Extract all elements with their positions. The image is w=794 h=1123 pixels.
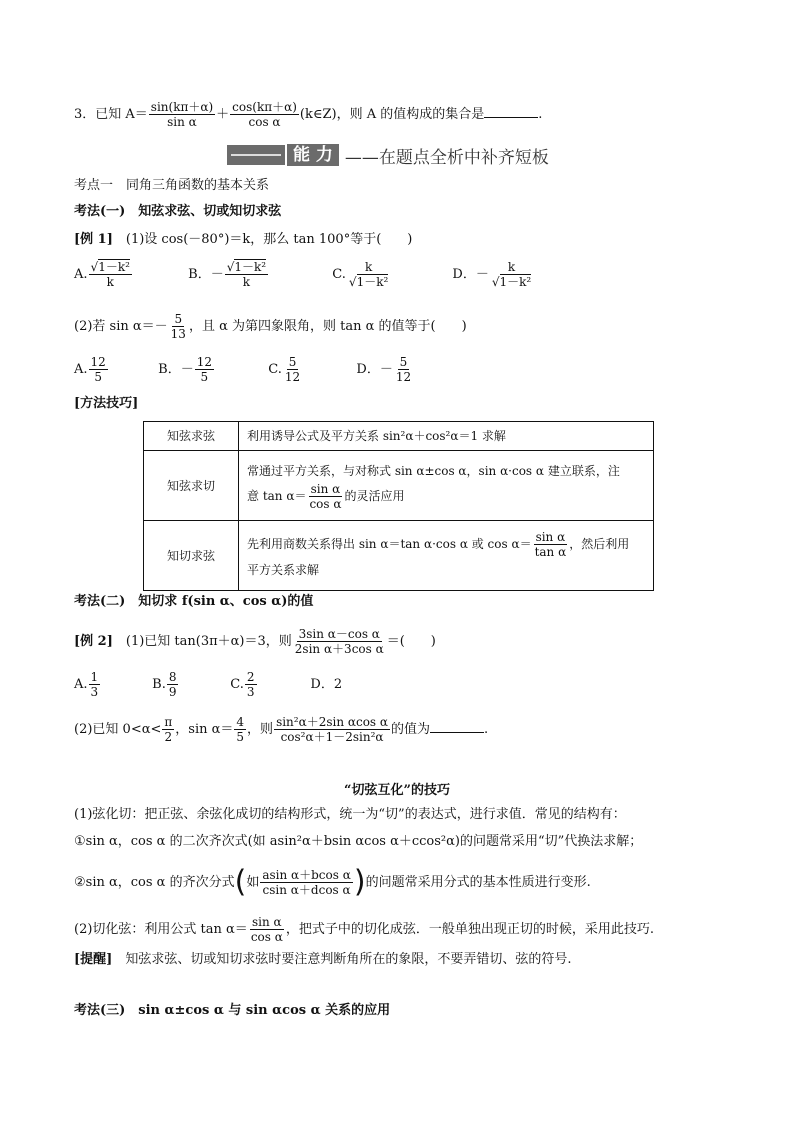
fraction: $\frac{\cos(k\pi+\alpha)}{\text{cos α}}$	[232, 100, 297, 129]
tip-2: (2)切化弦：利用公式 tan α＝ $\frac{\text{sin α}}{\text{cos α}}$ ，把式子中的切化成弦．一般单独出现正切的时候，采用此技巧.	[74, 915, 654, 944]
example-1-part-2-options: A. $\frac{12}{5}$ B．－ $\frac{12}{5}$ C. $\frac{5}{12}$ D．－ $\frac{5}{12}$	[74, 355, 412, 384]
tip-title: “切弦互化”的技巧	[344, 783, 450, 798]
option-b: B．－ $\frac{\text{√1－k²}}{k}$	[188, 260, 267, 289]
answer-blank	[484, 105, 538, 118]
section-banner	[227, 143, 567, 167]
tip-1: (1)弦化切：把正弦、余弦化成切的结构形式，统一为“切”的表达式，进行求值．常见的结构有：	[74, 807, 626, 822]
banner-subtitle: ——在题点全析中补齐短板	[344, 147, 549, 168]
kaofa-2: 考法(二) 知切求 f(sin α、cos α)的值	[74, 594, 314, 609]
question-3: 3．已知 A＝ $\frac{\sin(k\pi+\alpha)}{\text{sin α}}$ ＋ $\frac{\cos(k\pi+\alpha)}{\text{cos α}}$ (k∈Z)，则 A 的值构成的集合是 .	[74, 100, 543, 129]
example-1-part-2: (2)若 sin α＝－ $\frac{5}{13}$ ，且 α 为第四象限角，则 tan α 的值等于( )	[74, 312, 467, 341]
tip-1b: ②sin α，cos α 的齐次分式(如 $\frac{\text{asin α＋bcos α}}{\text{csin α＋dcos α}}$ )的问题常采用分式的基本性质进行变形.	[74, 864, 591, 900]
example-1: [例 1] (1)设 cos(－80°)＝k，那么 tan 100°等于( )	[74, 232, 413, 247]
option-c: C. $\frac{k}{\text{√1－k²}}$	[332, 260, 389, 289]
answer-blank	[430, 720, 484, 733]
method-label: [方法技巧]	[74, 396, 139, 411]
kaofa-3: 考法(三) sin α±cos α 与 sin αcos α 关系的应用	[74, 1003, 391, 1018]
example-2: [例 2] (1)已知 tan(3π＋α)＝3，则 $\frac{\text{3sin α－cos α}}{\text{2sin α＋3cos α}}$ ＝( )	[74, 627, 436, 656]
fraction: $\frac{\sin(k\pi+\alpha)}{\text{sin α}}$	[150, 100, 214, 129]
kaodian-1: 考点一 同角三角函数的基本关系	[74, 178, 270, 193]
option-d: D．－ $\frac{k}{\text{√1－k²}}$	[452, 260, 532, 289]
example-2-options: A. $\frac{1}{3}$ B. $\frac{8}{9}$ C. $\frac{2}{3}$ D．2	[74, 670, 343, 699]
example-2-part-2: (2)已知 0<α< $\frac{\pi}{2}$ ，sin α＝ $\frac{4}{5}$ ，则 $\frac{\text{sin²α＋2sin αcos α}}{\text{cos²α＋1－2sin²α}}$ 的值为 .	[74, 715, 489, 744]
remind: [提醒] 知弦求弦、切或知切求弦时要注意判断角所在的象限，不要弄错切、弦的符号.	[74, 952, 572, 967]
banner-bar	[227, 145, 285, 165]
tip-1a: ①sin α，cos α 的二次齐次式(如 asin²α＋bsin αcos α＋ccos²α)的问题常采用“切”代换法求解；	[74, 834, 643, 849]
example-1-options	[74, 260, 724, 289]
kaofa-1: 考法(一) 知弦求弦、切或知切求弦	[74, 204, 282, 219]
method-table: 知弦求弦 利用诱导公式及平方关系 sin²α＋cos²α＝1 求解 知弦求切 常通过平方关系，与对称式 sin α±cos α，sin α·cos α 建立联系，注 意 tan α＝ $\frac{\text{sin α}}{\text{cos α}}$ 的灵活应用 知切求弦 先利用商数关系得出 sin α＝tan α·cos α 或 cos α＝ $\frac{\text{sin α}}{\text{tan α}}$ ，然后利用 平方关系求解	[143, 421, 654, 591]
banner-tag: 能 力	[287, 144, 339, 166]
option-a: A. $\frac{\text{√1－k²}}{k}$	[74, 260, 130, 289]
